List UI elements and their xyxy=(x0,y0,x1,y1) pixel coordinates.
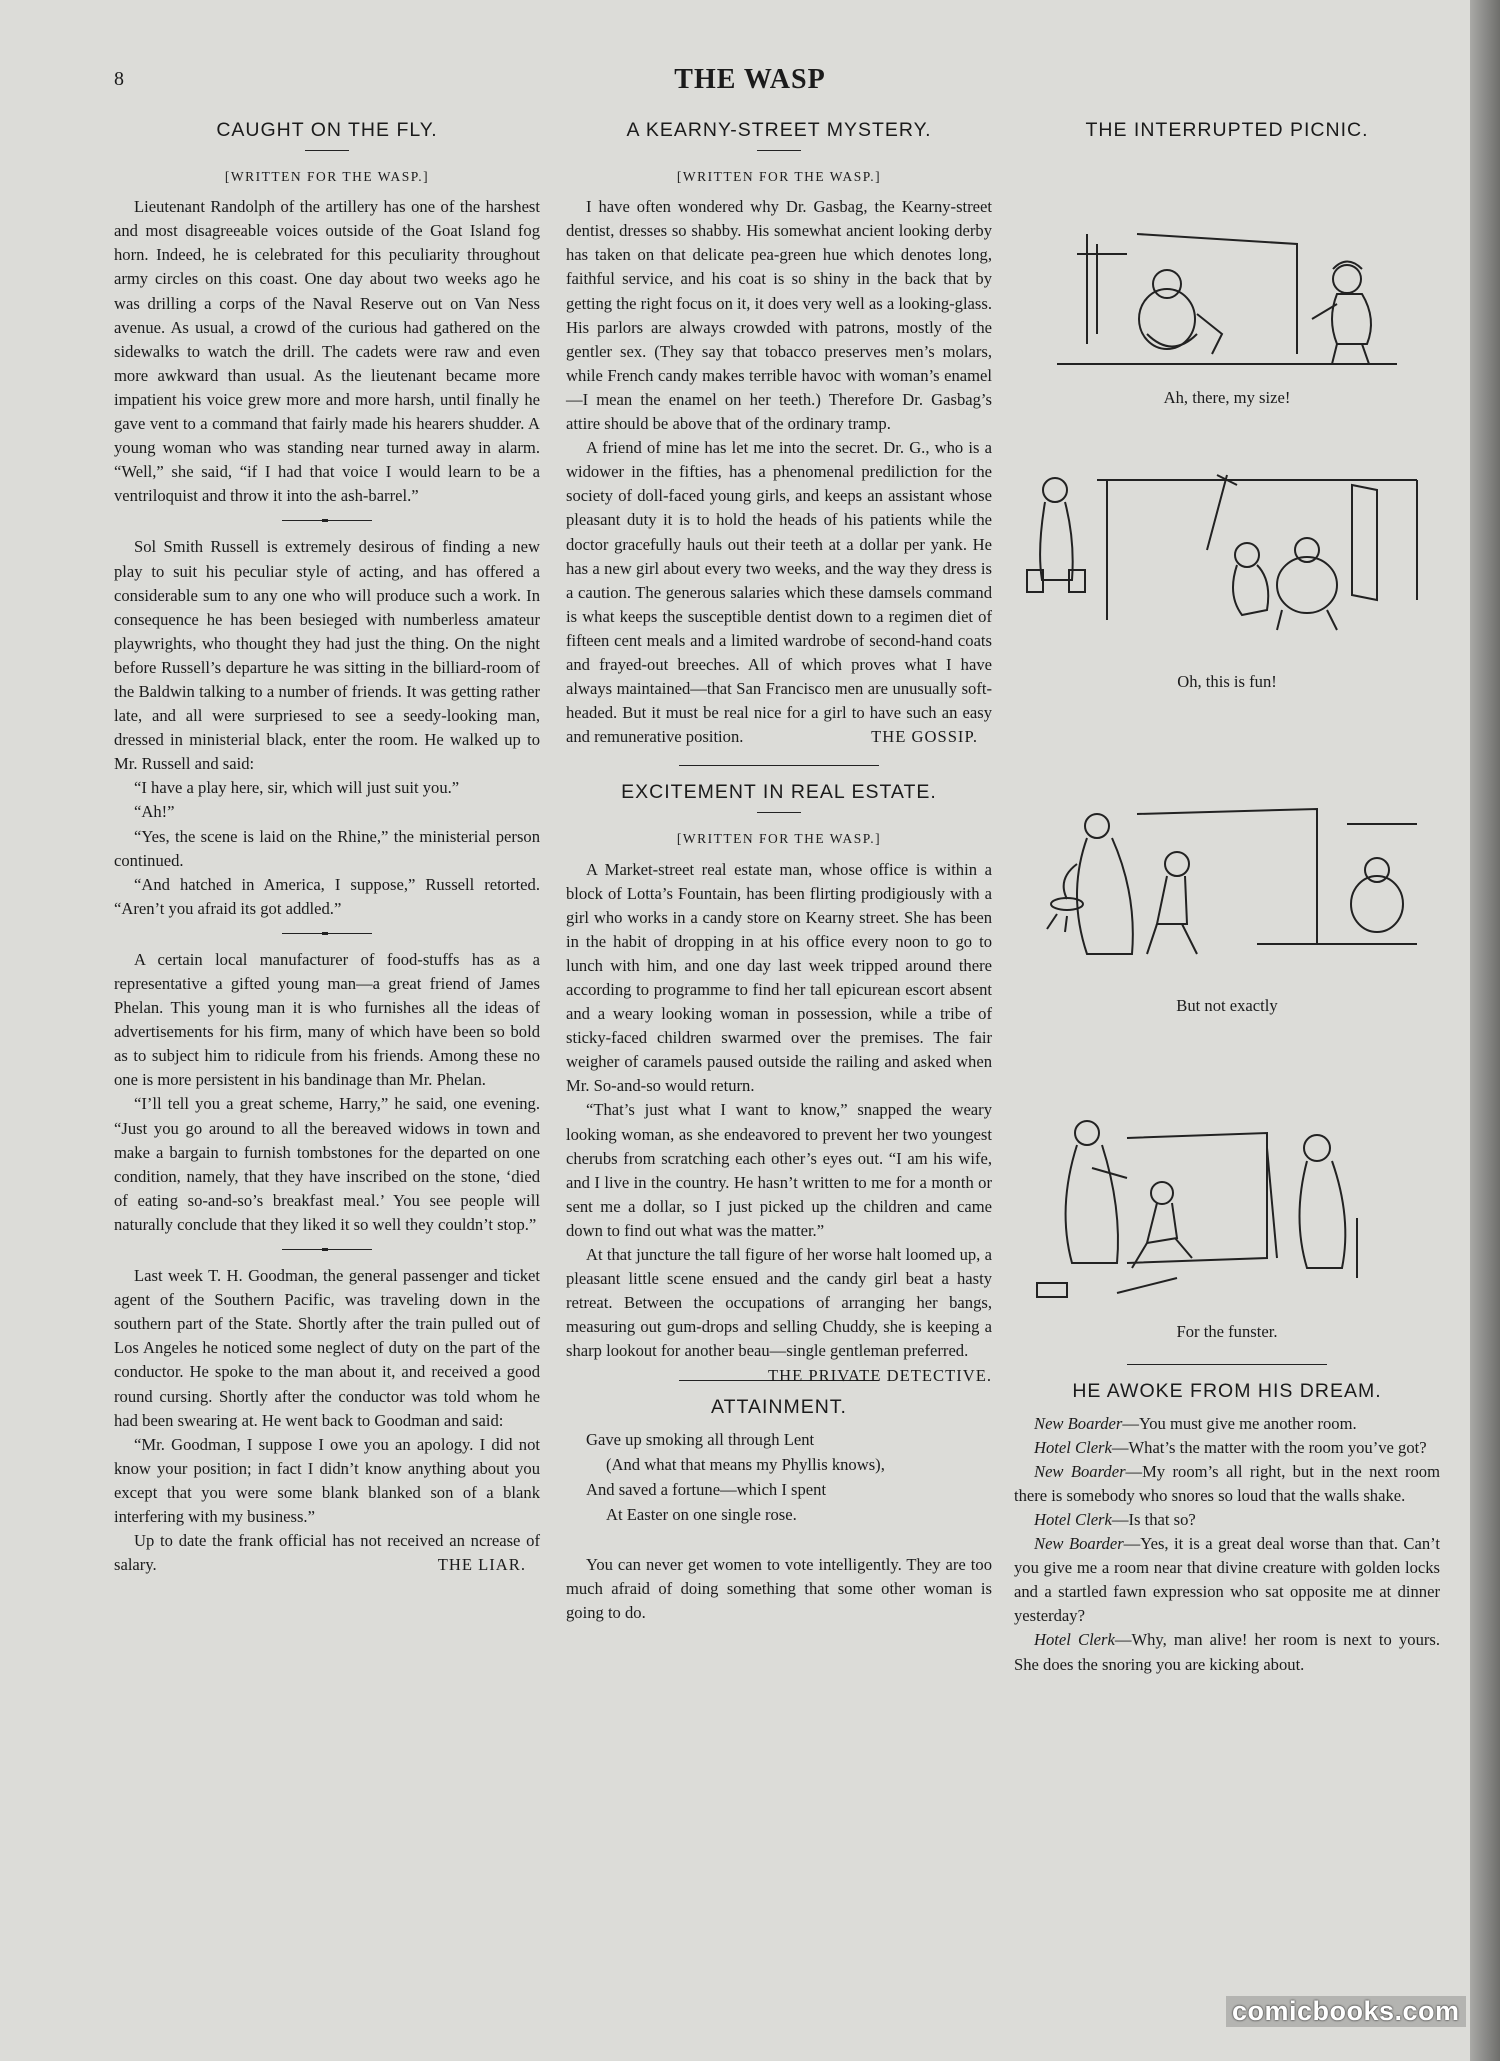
paragraph: “And hatched in America, I suppose,” Russell retorted. “Aren’t you afraid its got addled.” xyxy=(114,874,540,918)
heading-kearny-street-mystery: A KEARNY-STREET MYSTERY. xyxy=(626,119,932,141)
paragraph: “I’ll tell you a great scheme, Harry,” he said, one evening. “Just you go around to all the bereaved widows in town and make a bargain to furnish tombstones for the departed on one condition, namely, that they have inscribed on the stone, ‘died of eating so-and-so’s breakfast meal.’ You see people will naturally conclude that they liked it so well they couldn’t stop.” xyxy=(114,1094,540,1234)
dialogue-line xyxy=(1014,1412,1440,1436)
heading-caught-on-the-fly: CAUGHT ON THE FLY. xyxy=(216,119,438,141)
heading-attainment: ATTAINMENT. xyxy=(711,1395,847,1418)
speaker: New Boarder xyxy=(1034,1413,1123,1433)
section-divider xyxy=(282,933,372,934)
poem xyxy=(586,1427,992,1527)
column-1 xyxy=(114,118,540,1577)
section-divider xyxy=(282,1249,372,1250)
dialogue-line xyxy=(1014,1436,1440,1460)
dialogue-line xyxy=(1014,1628,1440,1676)
paragraph xyxy=(566,436,992,749)
short-rule xyxy=(757,150,801,151)
last-paragraph-text: At that juncture the tall figure of her worse halt loomed up, a pleasant little scene ensued and the candy girl beat a hasty retreat. Between the occupations of arranging her bangs, measuring out gum-drops and selling Chuddy, she is keeping a sharp lookout for another beau—single gentleman preferred. xyxy=(566,1245,992,1361)
paragraph: “That’s just what I want to know,” snapped the weary looking woman, as she endeavored to prevent her two youngest cherubs from scratching each other’s eyes out. “I am his wife, and I live in the country. He hasn’t written to me for a month or sent me a dollar, so I just picked up the children and came down to find out what was the matter.” xyxy=(566,1100,992,1240)
caption: But not exactly xyxy=(1176,996,1278,1016)
line-text: —Is that so? xyxy=(1111,1509,1196,1529)
dialogue-line xyxy=(1014,1460,1440,1508)
paragraph: Last week T. H. Goodman, the general passenger and ticket agent of the Southern Pacific, was traveling down in the southern part of the State. Shortly after the train pulled out of Los Angeles he noticed some neglect of duty on the part of the conductor. He spoke to the man about it, and received a good round cursing. Shortly after the conductor was told whom he had been swearing at. He went back to Goodman and said: xyxy=(114,1266,540,1430)
speaker: New Boarder xyxy=(1034,1461,1126,1481)
caption: Oh, this is fun! xyxy=(1177,672,1277,692)
comic-panel-4 xyxy=(1014,1118,1440,1344)
cartoon-illustration xyxy=(1017,470,1437,640)
paragraph: I have often wondered why Dr. Gasbag, the Kearny-street dentist, dresses so shabby. His somewhat ancient looking derby has taken on that delicate pea-green hue which denotes long, faithful service, and his coat is so shiny in the back that by getting the right focus on it, it does very well as a looking-glass. His parlors are always crowded with patrons, mostly of the gentler sex. (They say that tobacco preserves men’s molars, while French candy makes terrible havoc with woman’s enamel—I mean the enamel on her teeth.) Therefore Dr. Gasbag’s attire should be above that of the ordinary tramp. xyxy=(566,197,992,434)
masthead-title: THE WASP xyxy=(674,64,826,95)
speaker: New Boarder xyxy=(1034,1534,1124,1554)
dialogue-line xyxy=(1014,1508,1440,1532)
line-text: —Yes, it is a great deal worse than that. Can’t you give me a room near that divine creature with golden locks and a startled fawn expression who sat opposite me at dinner yesterday? xyxy=(1014,1534,1440,1626)
signature-private-detective: THE PRIVATE DETECTIVE. xyxy=(767,1365,992,1385)
speaker: Hotel Clerk xyxy=(1034,1437,1112,1457)
book-spine-shadow xyxy=(1470,0,1500,2061)
written-tag: [WRITTEN FOR THE WASP.] xyxy=(676,831,882,847)
cartoon-illustration xyxy=(1017,1118,1437,1308)
line-text: —My room’s all right, but in the next room there is somebody who snores so loud that the walls shake. xyxy=(1014,1461,1440,1505)
line-text: —Why, man alive! her room is next to yours. She does the snoring you are kicking about. xyxy=(1014,1630,1440,1674)
heading-interrupted-picnic: THE INTERRUPTED PICNIC. xyxy=(1085,119,1369,141)
last-paragraph-text: Up to date the frank official has not received an ncrease of salary. xyxy=(114,1531,540,1575)
short-rule xyxy=(305,150,349,151)
comic-panel-3 xyxy=(1014,804,1440,1018)
paragraph: “Ah!” xyxy=(134,802,175,822)
written-tag: [WRITTEN FOR THE WASP.] xyxy=(676,169,882,185)
cartoon-illustration xyxy=(1037,224,1417,374)
paragraph: “Mr. Goodman, I suppose I owe you an apology. I did not know your position; in fact I didn’t know anything about you except that you were some blank blanked son of a blank interfering with my business.” xyxy=(114,1434,540,1526)
paragraph: “Yes, the scene is laid on the Rhine,” the ministerial person continued. xyxy=(114,826,540,870)
column-3 xyxy=(1014,118,1440,1677)
page-number: 8 xyxy=(114,68,124,90)
paragraph: Lieutenant Randolph of the artillery has one of the harshest and most disagreeable voices outside of the Goat Island fog horn. Indeed, he is celebrated for this peculiarity throughout army circles on this coast. One day about two weeks ago he was drilling a corps of the Naval Reserve out on Van Ness avenue. As usual, a crowd of the curious had gathered on the sidewalks to watch the drill. The cadets were raw and even more awkward than usual. As the lieutenant became more impatient his voice grew more and more harsh, until finally he gave vent to a command that fairly made his hearers shudder. A young woman who was standing near turned away in alarm. “Well,” she said, “if I had that voice I would learn to be a ventriloquist and throw it into the ash-barrel.” xyxy=(114,197,540,506)
spacer xyxy=(566,1527,992,1553)
poem-line: And saved a fortune—which I spent xyxy=(586,1479,827,1499)
line-text: —You must give me another room. xyxy=(1122,1413,1357,1433)
speaker: Hotel Clerk xyxy=(1034,1630,1115,1650)
speaker: Hotel Clerk xyxy=(1034,1509,1112,1529)
paragraph: A certain local manufacturer of food-stuffs has as a representative a gifted young man—a great friend of James Phelan. This young man it is who furnishes all the ideas of advertisements for his firm, many of which have been so bold as to subject him to ridicule from his friends. Among these no one is more persistent in his bandinage than Mr. Phelan. xyxy=(114,949,540,1090)
closing-paragraph: You can never get women to vote intelligently. They are too much afraid of doing something that some other woman is going to do. xyxy=(566,1554,992,1622)
paragraph: “I have a play here, sir, which will just suit you.” xyxy=(134,778,460,798)
section-rule xyxy=(679,765,879,766)
short-rule xyxy=(757,812,801,813)
poem-line: At Easter on one single rose. xyxy=(606,1504,797,1524)
signature-the-gossip: THE GOSSIP. xyxy=(871,727,978,747)
poem-line: (And what that means my Phyllis knows), xyxy=(606,1454,885,1474)
dialogue xyxy=(1014,1412,1440,1677)
heading-excitement-real-estate: EXCITEMENT IN REAL ESTATE. xyxy=(621,781,937,804)
comic-panel-2 xyxy=(1014,470,1440,694)
cartoon-illustration xyxy=(1017,804,1437,974)
caption: Ah, there, my size! xyxy=(1163,388,1291,408)
column-2 xyxy=(566,118,992,1625)
watermark-logo: comicbooks.com xyxy=(1226,1996,1466,2027)
written-tag: [WRITTEN FOR THE WASP.] xyxy=(224,169,430,185)
caption: For the funster. xyxy=(1176,1322,1278,1342)
signature-the-liar: THE LIAR. xyxy=(437,1555,526,1575)
paragraph xyxy=(114,1529,540,1577)
heading-awoke-from-dream: HE AWOKE FROM HIS DREAM. xyxy=(1072,1380,1382,1403)
poem-line: Gave up smoking all through Lent xyxy=(586,1429,815,1449)
line-text: —What’s the matter with the room you’ve got? xyxy=(1111,1437,1427,1457)
paragraph: A Market-street real estate man, whose office is within a block of Lotta’s Fountain, has been flirting prodigiously with a girl who works in a candy store on Kearny street. She has been in the habit of dropping in at his office every noon to go to lunch with him, and one day last week tripped around there according to programme to find her tall epicurean escort absent and a weary looking woman in possession, while a tribe of sticky-faced children swarmed over the premises. The fair weigher of caramels paused outside the railing and asked when Mr. So-and-so would return. xyxy=(566,859,992,1096)
section-rule xyxy=(1127,1364,1327,1365)
section-divider xyxy=(282,520,372,521)
last-paragraph-text: A friend of mine has let me into the secret. Dr. G., who is a widower in the fifties, has a phenomenal prediliction for the society of doll-faced young girls, and keeps an assistant whose pleasant duty it is to hold the heads of his patients while the doctor gracefully hauls out their teeth at a dollar per yank. He has a new girl about every two weeks, and the way they dress is a caution. The generous salaries which these damsels command is what keeps the susceptible dentist down to a regimen diet of fifteen cent meals and a limited wardrobe of second-hand coats and frayed-out breeches. All of which proves what I have always maintained—that San Francisco men are unusually soft-headed. But it must be real nice for a girl to have such an easy and remunerative position. xyxy=(566,438,992,747)
paragraph xyxy=(566,1243,992,1385)
dialogue-line xyxy=(1014,1532,1440,1628)
comic-panel-1 xyxy=(1014,224,1440,410)
paragraph: Sol Smith Russell is extremely desirous of finding a new play to suit his peculiar style of acting, and has offered a considerable sum to any one who will produce such a work. In consequence he has been besieged with numberless amateur playwrights, who thought they had just the thing. On the night before Russell’s departure he was sitting in the billiard-room of the Baldwin talking to a number of friends. It was getting rather late, and all were surpriesed to see a seedy-looking man, dressed in ministerial black, enter the room. He walked up to Mr. Russell and said: xyxy=(114,537,540,774)
